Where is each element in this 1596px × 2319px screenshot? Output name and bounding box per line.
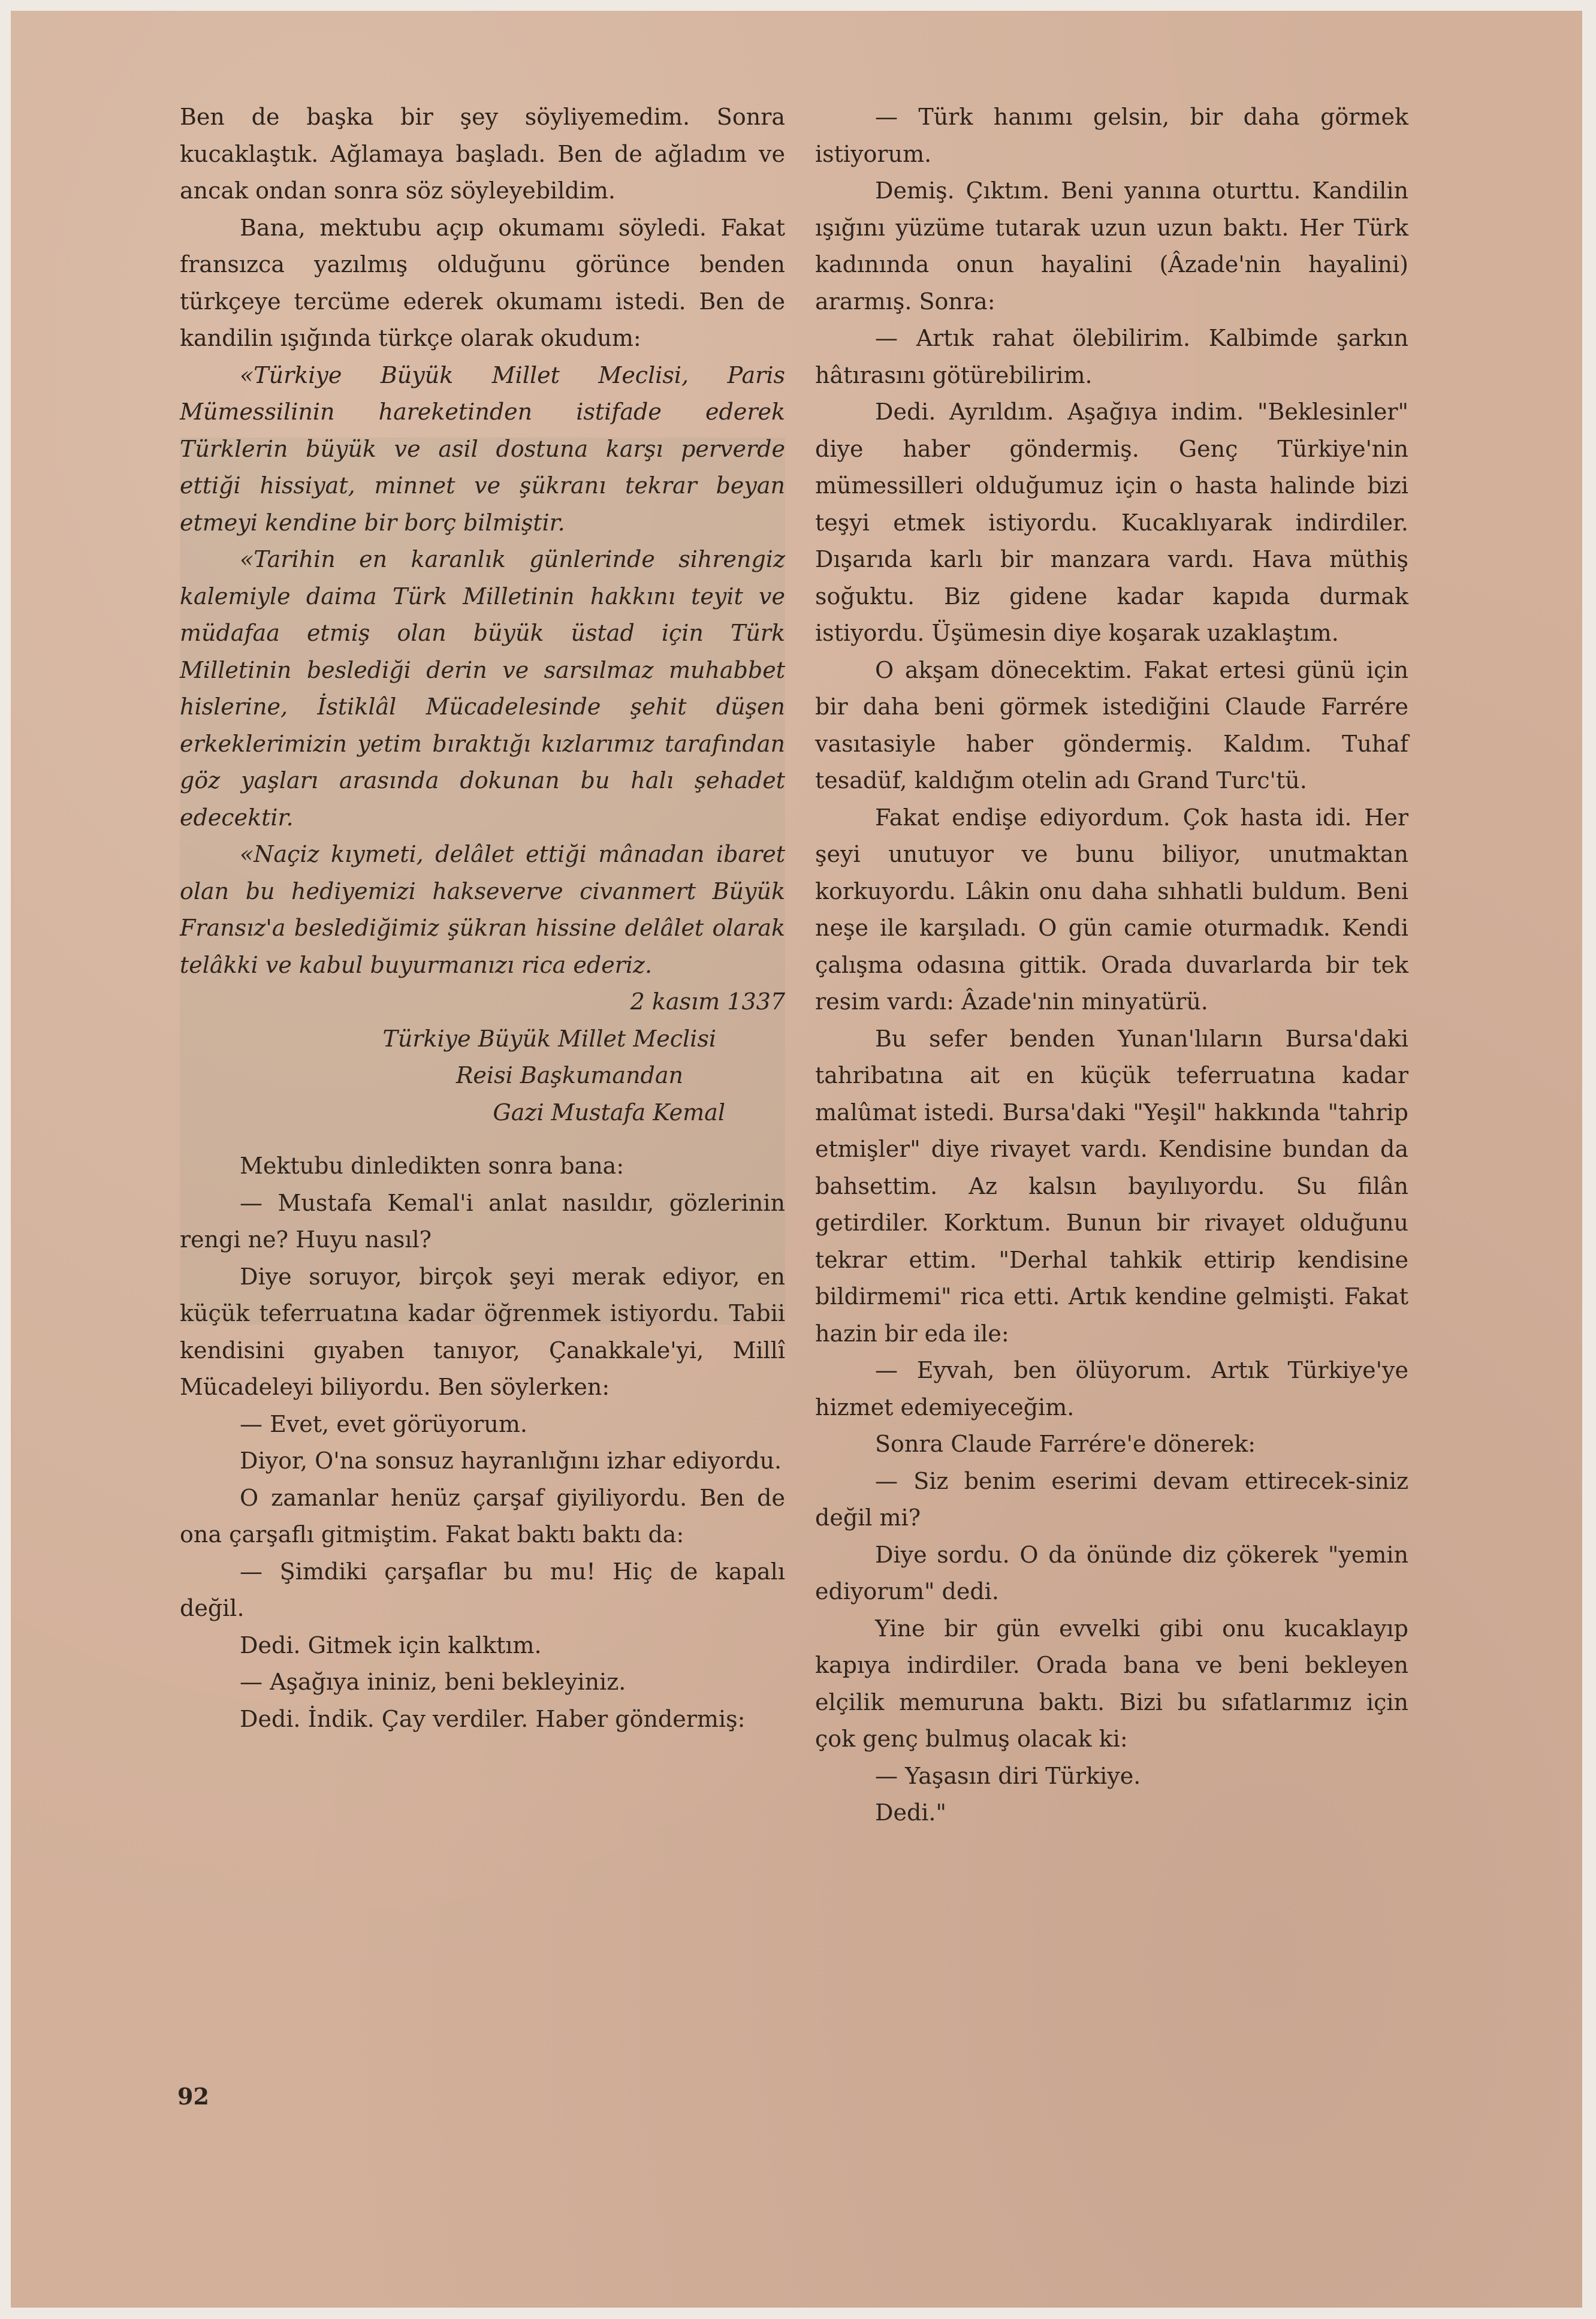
paragraph: Diye soruyor, birçok şeyi merak ediyor, en küçük teferruatına kadar öğrenmek istiyordu. Tabii kendisini gıyaben tanıyor, Çanakkale'yi, Millî Mücadeleyi biliyordu. Ben söylerken: — [180, 1263, 785, 1400]
paragraph: — Mustafa Kemal'i anlat nasıldır, gözlerinin rengi ne? Huyu nasıl? — [180, 1189, 785, 1253]
letter-paragraph: «Türkiye Büyük Millet Meclisi, Paris Mümessilinin hareketinden istifade ederek Türklerin büyük ve asil dostuna karşı perverde ettiği hissiyat, minnet ve şükranı tekrar beyan etmeyi kendine bir borç bilmiştir. — [180, 361, 785, 536]
paragraph: — Eyvah, ben ölüyorum. Artık Türkiye'ye hizmet edemiyeceğim. — [815, 1357, 1408, 1421]
signature-line: Türkiye Büyük Millet Meclisi — [382, 1025, 716, 1052]
paragraph: Dedi. İndik. Çay verdiler. Haber göndermiş: — [240, 1705, 746, 1732]
signature-line: Gazi Mustafa Kemal — [493, 1099, 725, 1126]
paragraph: Fakat endişe ediyordum. Çok hasta idi. Her şeyi unutuyor ve bunu biliyor, unutmaktan korkuyordu. Lâkin onu daha sıhhatli buldum. Beni neşe ile karşıladı. O gün camie oturmadık. Kendi çalışma odasına gittik. Orada duvarlarda bir tek resim vardı: Âzade'nin minyatürü. — [815, 804, 1408, 1015]
letter-paragraph: «Naçiz kıymeti, delâlet ettiği mânadan ibaret olan bu hediyemizi hakseverve civanmert Büyük Fransız'a beslediğimiz şükran hissine delâlet olarak telâkki ve kabul buyurmanızı rica ederiz. — [180, 841, 785, 978]
paragraph: — Evet, evet görüyorum. — [240, 1410, 527, 1437]
paragraph: — Şimdiki çarşaflar bu mu! Hiç de kapalı değil. — [180, 1558, 785, 1621]
right-column — [815, 99, 1408, 1832]
paragraph: — Artık rahat ölebilirim. Kalbimde şarkın hâtırasını götürebilirim. — [815, 325, 1408, 388]
paragraph: — Siz benim eserimi devam ettirecek-siniz değil mi? — [815, 1467, 1408, 1531]
paragraph: O zamanlar henüz çarşaf giyiliyordu. Ben de ona çarşaflı gitmiştim. Fakat baktı baktı da: — [180, 1484, 785, 1548]
signature-line: Reisi Başkumandan — [455, 1062, 683, 1088]
paragraph: Ben de başka bir şey söyliyemedim. Sonra kucaklaştık. Ağlamaya başladı. Ben de ağladım ve ancak ondan sonra söz söyleyebildim. — [180, 104, 785, 204]
paragraph: Mektubu dinledikten sonra bana: — [240, 1153, 624, 1179]
paragraph: Dedi. Ayrıldım. Aşağıya indim. "Beklesinler" diye haber göndermiş. Genç Türkiye'nin mümessilleri olduğumuz için o hasta halinde bizi teşyi etmek istiyordu. Kucaklıyarak indirdiler. Dışarıda karlı bir manzara vardı. Hava müthiş soğuktu. Biz gidene kadar kapıda durmak istiyordu. Üşümesin diye koşarak uzaklaştım. — [815, 399, 1408, 646]
paragraph: — Yaşasın diri Türkiye. — [875, 1762, 1141, 1789]
paragraph: Diye sordu. O da önünde diz çökerek "yemin ediyorum" dedi. — [815, 1541, 1408, 1605]
paragraph: Demiş. Çıktım. Beni yanına oturttu. Kandilin ışığını yüzüme tutarak uzun uzun baktı. Her Türk kadınında onun hayalini (Âzade'nin hayalini) ararmış. Sonra: — [815, 177, 1408, 315]
signature-line: 2 kasım 1337 — [630, 988, 785, 1015]
paragraph: Dedi." — [875, 1799, 946, 1826]
paragraph-gap — [180, 1131, 785, 1148]
paragraph: Bana, mektubu açıp okumamı söyledi. Fakat fransızca yazılmış olduğunu görünce benden türkçeye tercüme ederek okumamı istedi. Ben de kandilin ışığında türkçe olarak okudum: — [180, 214, 785, 351]
paragraph: Dedi. Gitmek için kalktım. — [240, 1632, 542, 1658]
page-number: 92 — [177, 2083, 209, 2110]
letter-paragraph: «Tarihin en karanlık günlerinde sihrengiz kalemiyle daima Türk Milletinin hakkını teyit ve müdafaa etmiş olan büyük üstad için Türk Milletinin beslediği derin ve sarsılmaz muhabbet hislerine, İstiklâl Mücadelesinde şehit düşen erkeklerimizin yetim bıraktığı kızlarımız tarafından göz yaşları arasında dokunan bu halı şehadet edecektir. — [180, 546, 785, 831]
left-column — [180, 99, 785, 1738]
paragraph: Bu sefer benden Yunan'lıların Bursa'daki tahribatına ait en küçük teferruatına kadar malûmat istedi. Bursa'daki "Yeşil" hakkında "tahrip etmişler" diye rivayet vardı. Kendisine bundan da bahsettim. Az kalsın bayılıyordu. Su filân getirdiler. Korktum. Bunun bir rivayet olduğunu tekrar ettim. "Derhal tahkik ettirip kendisine bildirmemi" rica etti. Artık kendine gelmişti. Fakat hazin bir eda ile: — [815, 1025, 1408, 1347]
paragraph: Sonra Claude Farrére'e dönerek: — [875, 1431, 1256, 1457]
paragraph: O akşam dönecektim. Fakat ertesi günü için bir daha beni görmek istediğini Claude Farrére vasıtasiyle haber göndermiş. Kaldım. Tuhaf tesadüf, kaldığım otelin adı Grand Turc'tü. — [815, 656, 1408, 794]
paragraph: — Aşağıya ininiz, beni bekleyiniz. — [240, 1669, 626, 1695]
paragraph: Yine bir gün evvelki gibi onu kucaklayıp kapıya indirdiler. Orada bana ve beni bekleyen elçilik memuruna baktı. Bizi bu sıfatlarımız için çok genç bulmuş olacak ki: — [815, 1615, 1408, 1752]
paragraph: Diyor, O'na sonsuz hayranlığını izhar ediyordu. — [240, 1448, 782, 1474]
paragraph: — Türk hanımı gelsin, bir daha görmek istiyorum. — [815, 104, 1408, 167]
